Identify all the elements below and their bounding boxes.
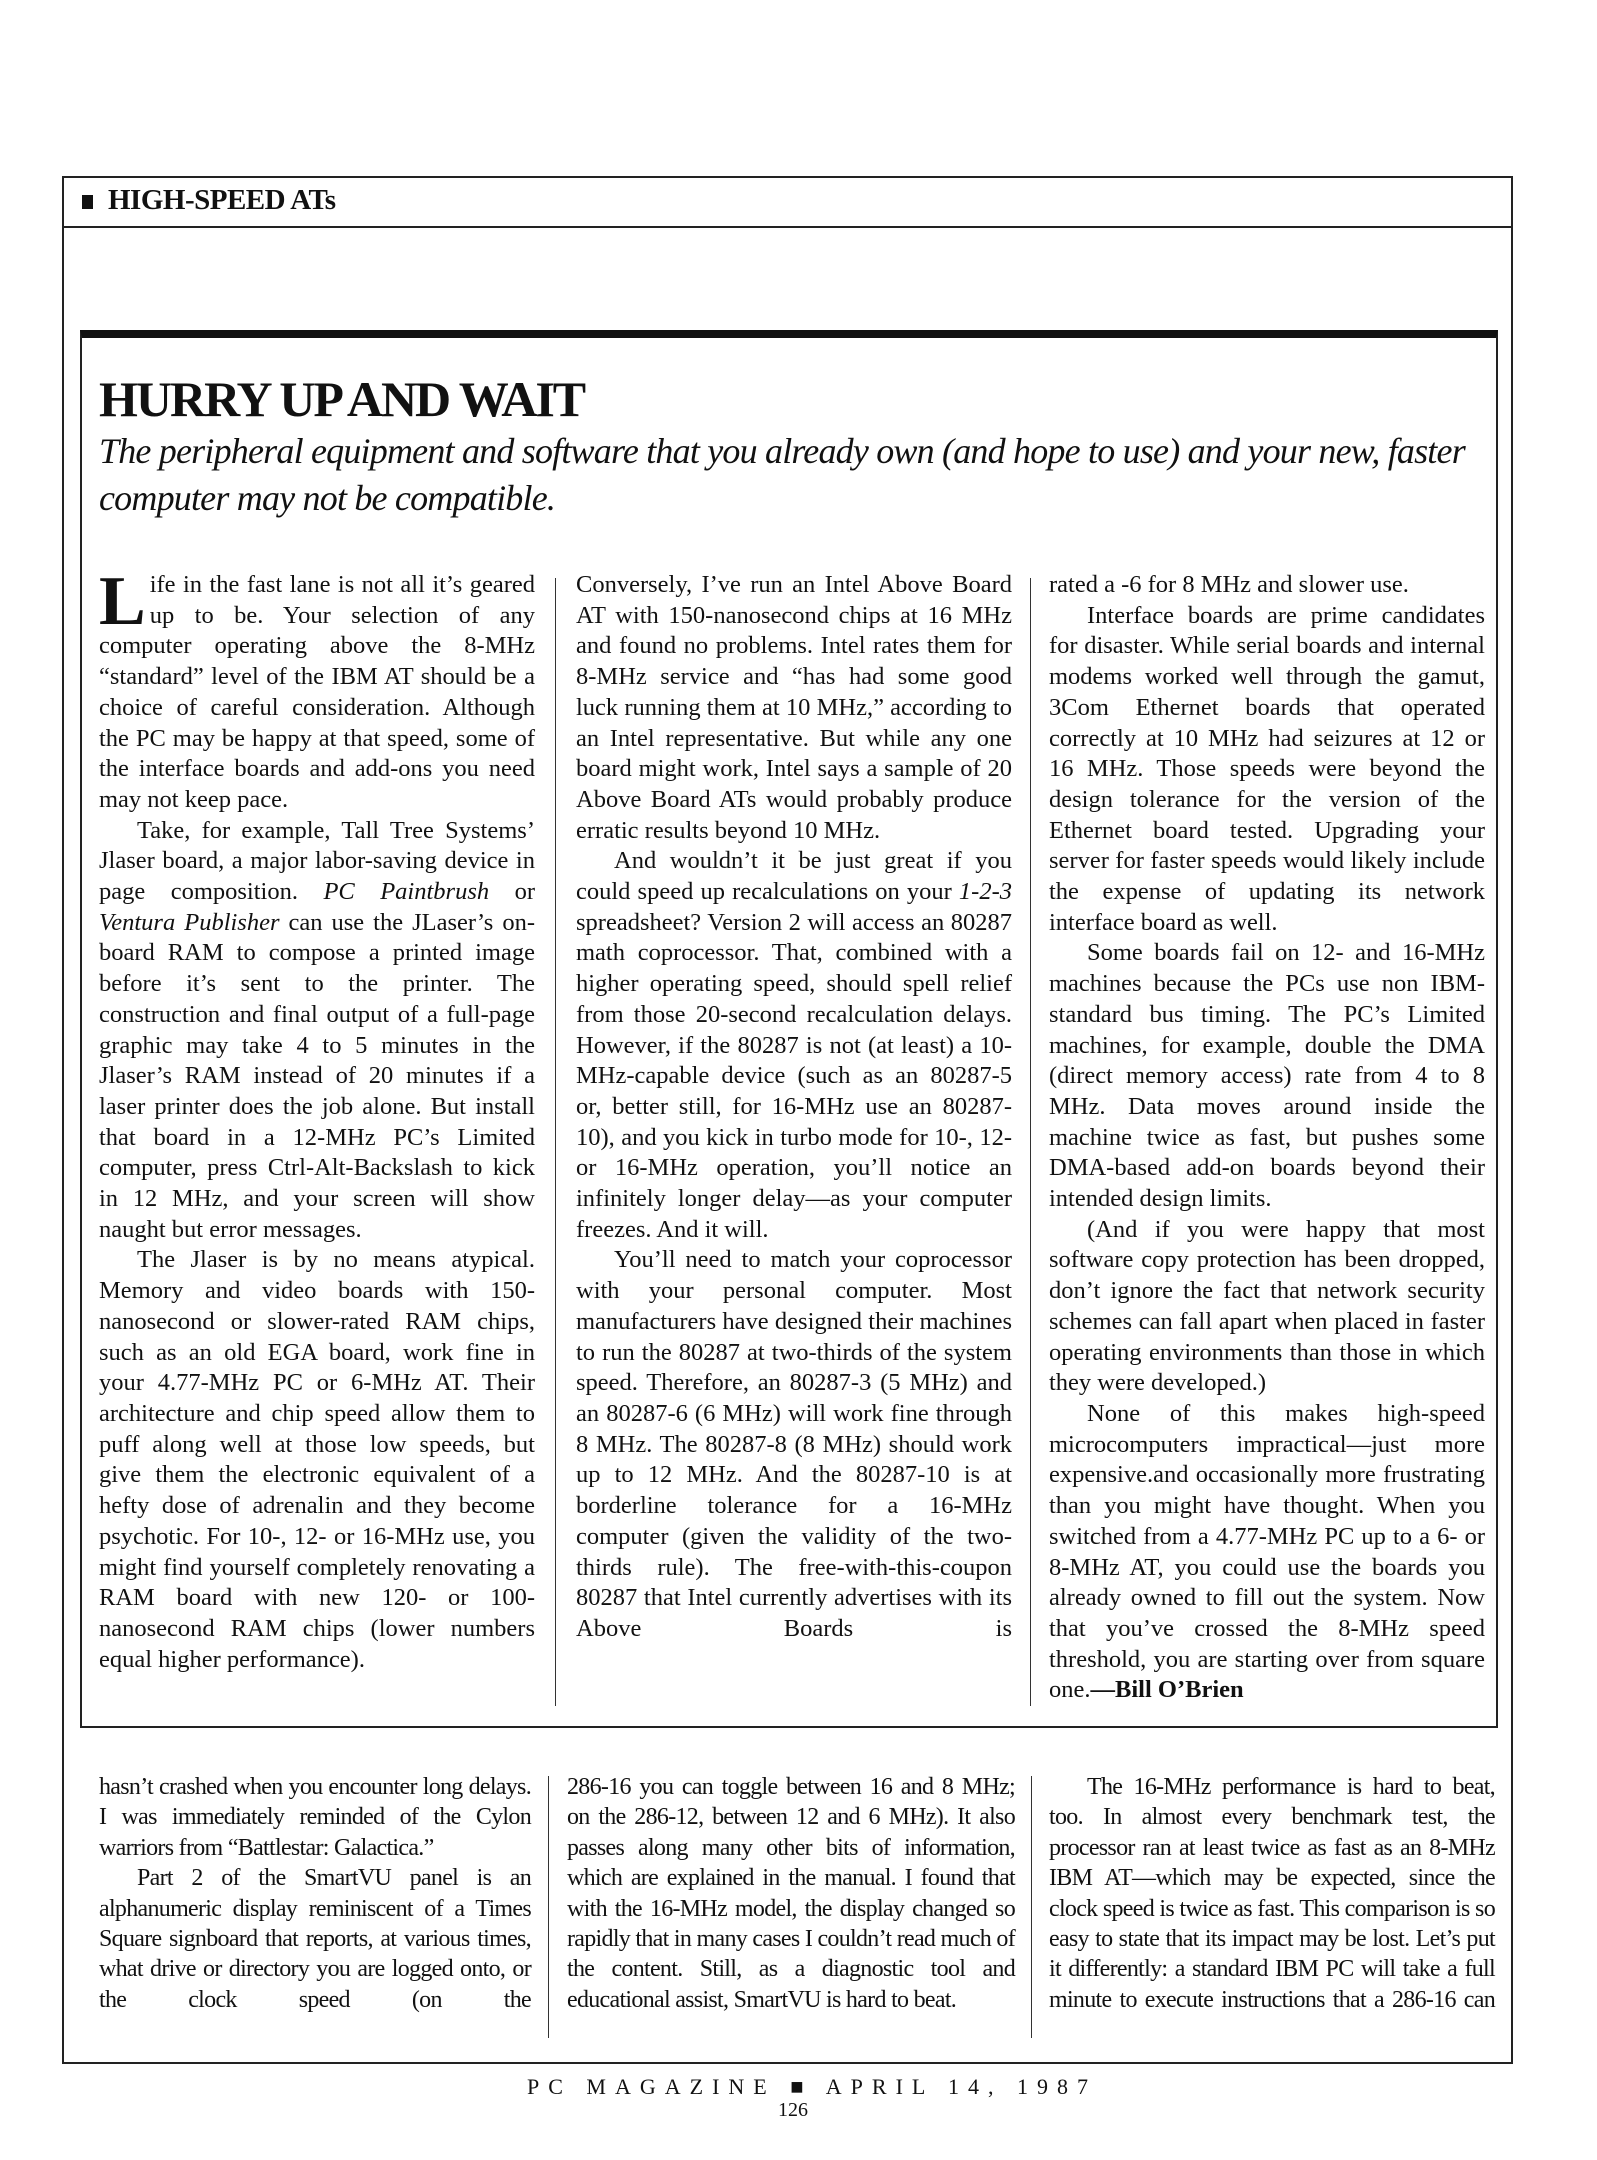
sidebar-column-2 [576, 570, 1012, 1645]
magazine-masthead: PC MAGAZINE ■ APRIL 14, 1987 [527, 2074, 1098, 2099]
body-column-1 [99, 1772, 531, 2015]
text-run: ife in the fast lane is not all it’s geared up to be. Your selection of any computer operating above the 8-MHz “standard” level of the IBM AT should be a choice of careful consideration. Although the PC may be happy at that speed, some of the interface boards and add-ons you need may not keep pace. [99, 571, 535, 813]
text-run: Take, for example, Tall Tree Systems’ Jlaser board, a major labor-saving device in page composition. [99, 816, 535, 906]
paragraph [576, 846, 1012, 1245]
italic-title: 1-2-3 [958, 878, 1012, 906]
paragraph [1049, 1399, 1485, 1706]
body-column-2 [567, 1772, 1015, 2015]
text-run: or [489, 878, 535, 906]
paragraph [1049, 570, 1485, 601]
text-run: Conversely, I’ve run an Intel Above Board AT with 150-nanosecond chips at 16 MHz and found no problems. Intel rates them for 8-MHz service and “has had some good luck running them at 10 MHz,” according to an Intel representative. But while any one board might work, Intel says a sample of 20 Above Board ATs would probably produce erratic results beyond 10 MHz. [576, 571, 1012, 844]
text-run: And wouldn’t it be just great if you could speed up recalculations on your [576, 847, 1012, 906]
paragraph [99, 563, 535, 816]
text-run: You’ll need to match your coprocessor with your personal computer. Most manufacturers have designed their machines to run the 80287 at two-thirds of the system speed. Therefore, an 80287-3 (5 MHz) and an 80287-6 (6 MHz) will work fine through 8 MHz. The 80287-8 (8 MHz) should work up to 12 MHz. And the 80287-10 is at borderline tolerance for a 16-MHz computer (given the validity of the two-thirds rule). The free-with-this-coupon 80287 that Intel currently advertises with its Above Boards is [576, 1246, 1012, 1642]
section-label: HIGH-SPEED ATs [108, 184, 336, 216]
column-rule [1031, 1776, 1032, 2038]
text-run: Part 2 of the SmartVU panel is an alphanumeric display reminiscent of a Times Square signboard that reports, at various times, what drive or directory you are logged onto, or the clock speed (on the [99, 1865, 531, 2013]
section-header [62, 176, 1513, 228]
italic-title: PC Paintbrush [323, 878, 490, 906]
paragraph [99, 1245, 535, 1675]
text-run: None of this makes high-speed microcomputers impractical—just more expensive.and occasionally more frustrating than you might have thought. When you switched from a 4.77-MHz PC up to a 6- or 8-MHz AT, you could use the boards you already owned to fill out the system. Now that you’ve crossed the 8-MHz speed threshold, you are starting over from square one. [1049, 1399, 1485, 1704]
text-run: Interface boards are prime candidates for disaster. While serial boards and internal modems worked well through the gamut, 3Com Ethernet boards that operated correctly at 10 MHz had seizures at 12 or 16 MHz. Those speeds were beyond the design tolerance for the version of the Ethernet board tested. Upgrading your server for faster speeds would likely include the expense of updating its network interface board as well. [1049, 601, 1485, 936]
column-rule [555, 578, 556, 1706]
paragraph [567, 1772, 1015, 2015]
drop-cap: L [99, 563, 146, 640]
text-run: rated a -6 for 8 MHz and slower use. [1049, 571, 1409, 598]
paragraph [1049, 938, 1485, 1214]
column-rule [548, 1776, 549, 2038]
column-rule [1030, 578, 1031, 1706]
italic-title: Ventura Publisher [99, 908, 280, 936]
paragraph [99, 816, 535, 1246]
text-run: (And if you were happy that most software copy protection has been dropped, don’t ignore the fact that network security schemes can fall apart when placed in faster operating environments than those in which they were developed.) [1049, 1215, 1485, 1397]
paragraph [1049, 601, 1485, 939]
body-column-3 [1049, 1772, 1495, 2015]
paragraph [576, 570, 1012, 846]
sidebar-column-1 [99, 563, 535, 1675]
byline: —Bill O’Brien [1090, 1676, 1244, 1704]
text-run: The 16-MHz performance is hard to beat, too. In almost every benchmark test, the processor ran at least twice as fast as an 8-MHz IBM AT—which may be expected, since the clock speed is twice as fast. This comparison is so easy to state that its impact may be lost. Let’s put it differently: a standard IBM PC will take a full minute to execute instructions that a 286-16 can [1049, 1774, 1495, 2013]
article-deck: The peripheral equipment and software that you already own (and hope to use) and your new, faster computer may not be compatible. [99, 431, 1465, 518]
text-run: can use the JLaser’s on-board RAM to compose a printed image before it’s sent to the printer. The construction and final output of a full-page graphic may take 4 to 5 minutes in the Jlaser’s RAM instead of 20 minutes if a laser printer does the job alone. But install that board in a 12-MHz PC’s Limited computer, press Ctrl-Alt-Backslash to kick in 12 MHz, and your screen will show naught but error messages. [99, 908, 535, 1243]
article-title: HURRY UP AND WAIT [99, 371, 585, 427]
paragraph [576, 1245, 1012, 1644]
text-run: Some boards fail on 12- and 16-MHz machines because the PCs use non IBM-standard bus timing. The PC’s Limited machines, for example, double the DMA (direct memory access) rate from 4 to 8 MHz. Data moves around inside the machine twice as fast, but pushes some DMA-based add-on boards beyond their intended design limits. [1049, 939, 1485, 1213]
paragraph [99, 1863, 531, 2015]
text-run: spreadsheet? Version 2 will access an 80287 math coprocessor. That, combined with a higher operating speed, should spell relief from those 20-second recalculation delays. However, if the 80287 is not (at least) a 10-MHz-capable device (such as an 80287-5 or, better still, for 16-MHz use an 80287-10), and you kick in turbo mode for 10-, 12- or 16-MHz operation, you’ll notice an infinitely longer delay—as your computer freezes. And it will. [576, 908, 1012, 1243]
paragraph [99, 1772, 531, 1863]
text-run: The Jlaser is by no means atypical. Memory and video boards with 150-nanosecond or slower-rated RAM chips, such as an old EGA board, work fine in your 4.77-MHz PC or 6-MHz AT. Their architecture and chip speed allow them to puff along well at those low speeds, but give them the electronic equivalent of a hefty dose of adrenalin and they become psychotic. For 10-, 12- or 16-MHz use, you might find yourself completely renovating a RAM board with new 120- or 100-nanosecond RAM chips (lower numbers equal higher performance). [99, 1246, 535, 1673]
text-run: hasn’t crashed when you encounter long delays. I was immediately reminded of the Cylon warriors from “Battlestar: Galactica.” [99, 1774, 531, 1861]
text-run: 286-16 you can toggle between 16 and 8 MHz; on the 286-12, between 12 and 6 MHz). It also passes along many other bits of information, which are explained in the manual. I found that with the 16-MHz model, the display changed so rapidly that in many cases I couldn’t read much of the content. Still, as a diagnostic tool and educational assist, SmartVU is hard to beat. [567, 1774, 1015, 2013]
paragraph [1049, 1772, 1495, 2015]
square-bullet-icon [82, 195, 93, 209]
paragraph [1049, 1215, 1485, 1399]
page-number: 126 [778, 2099, 808, 2121]
sidebar-column-3 [1049, 570, 1485, 1706]
